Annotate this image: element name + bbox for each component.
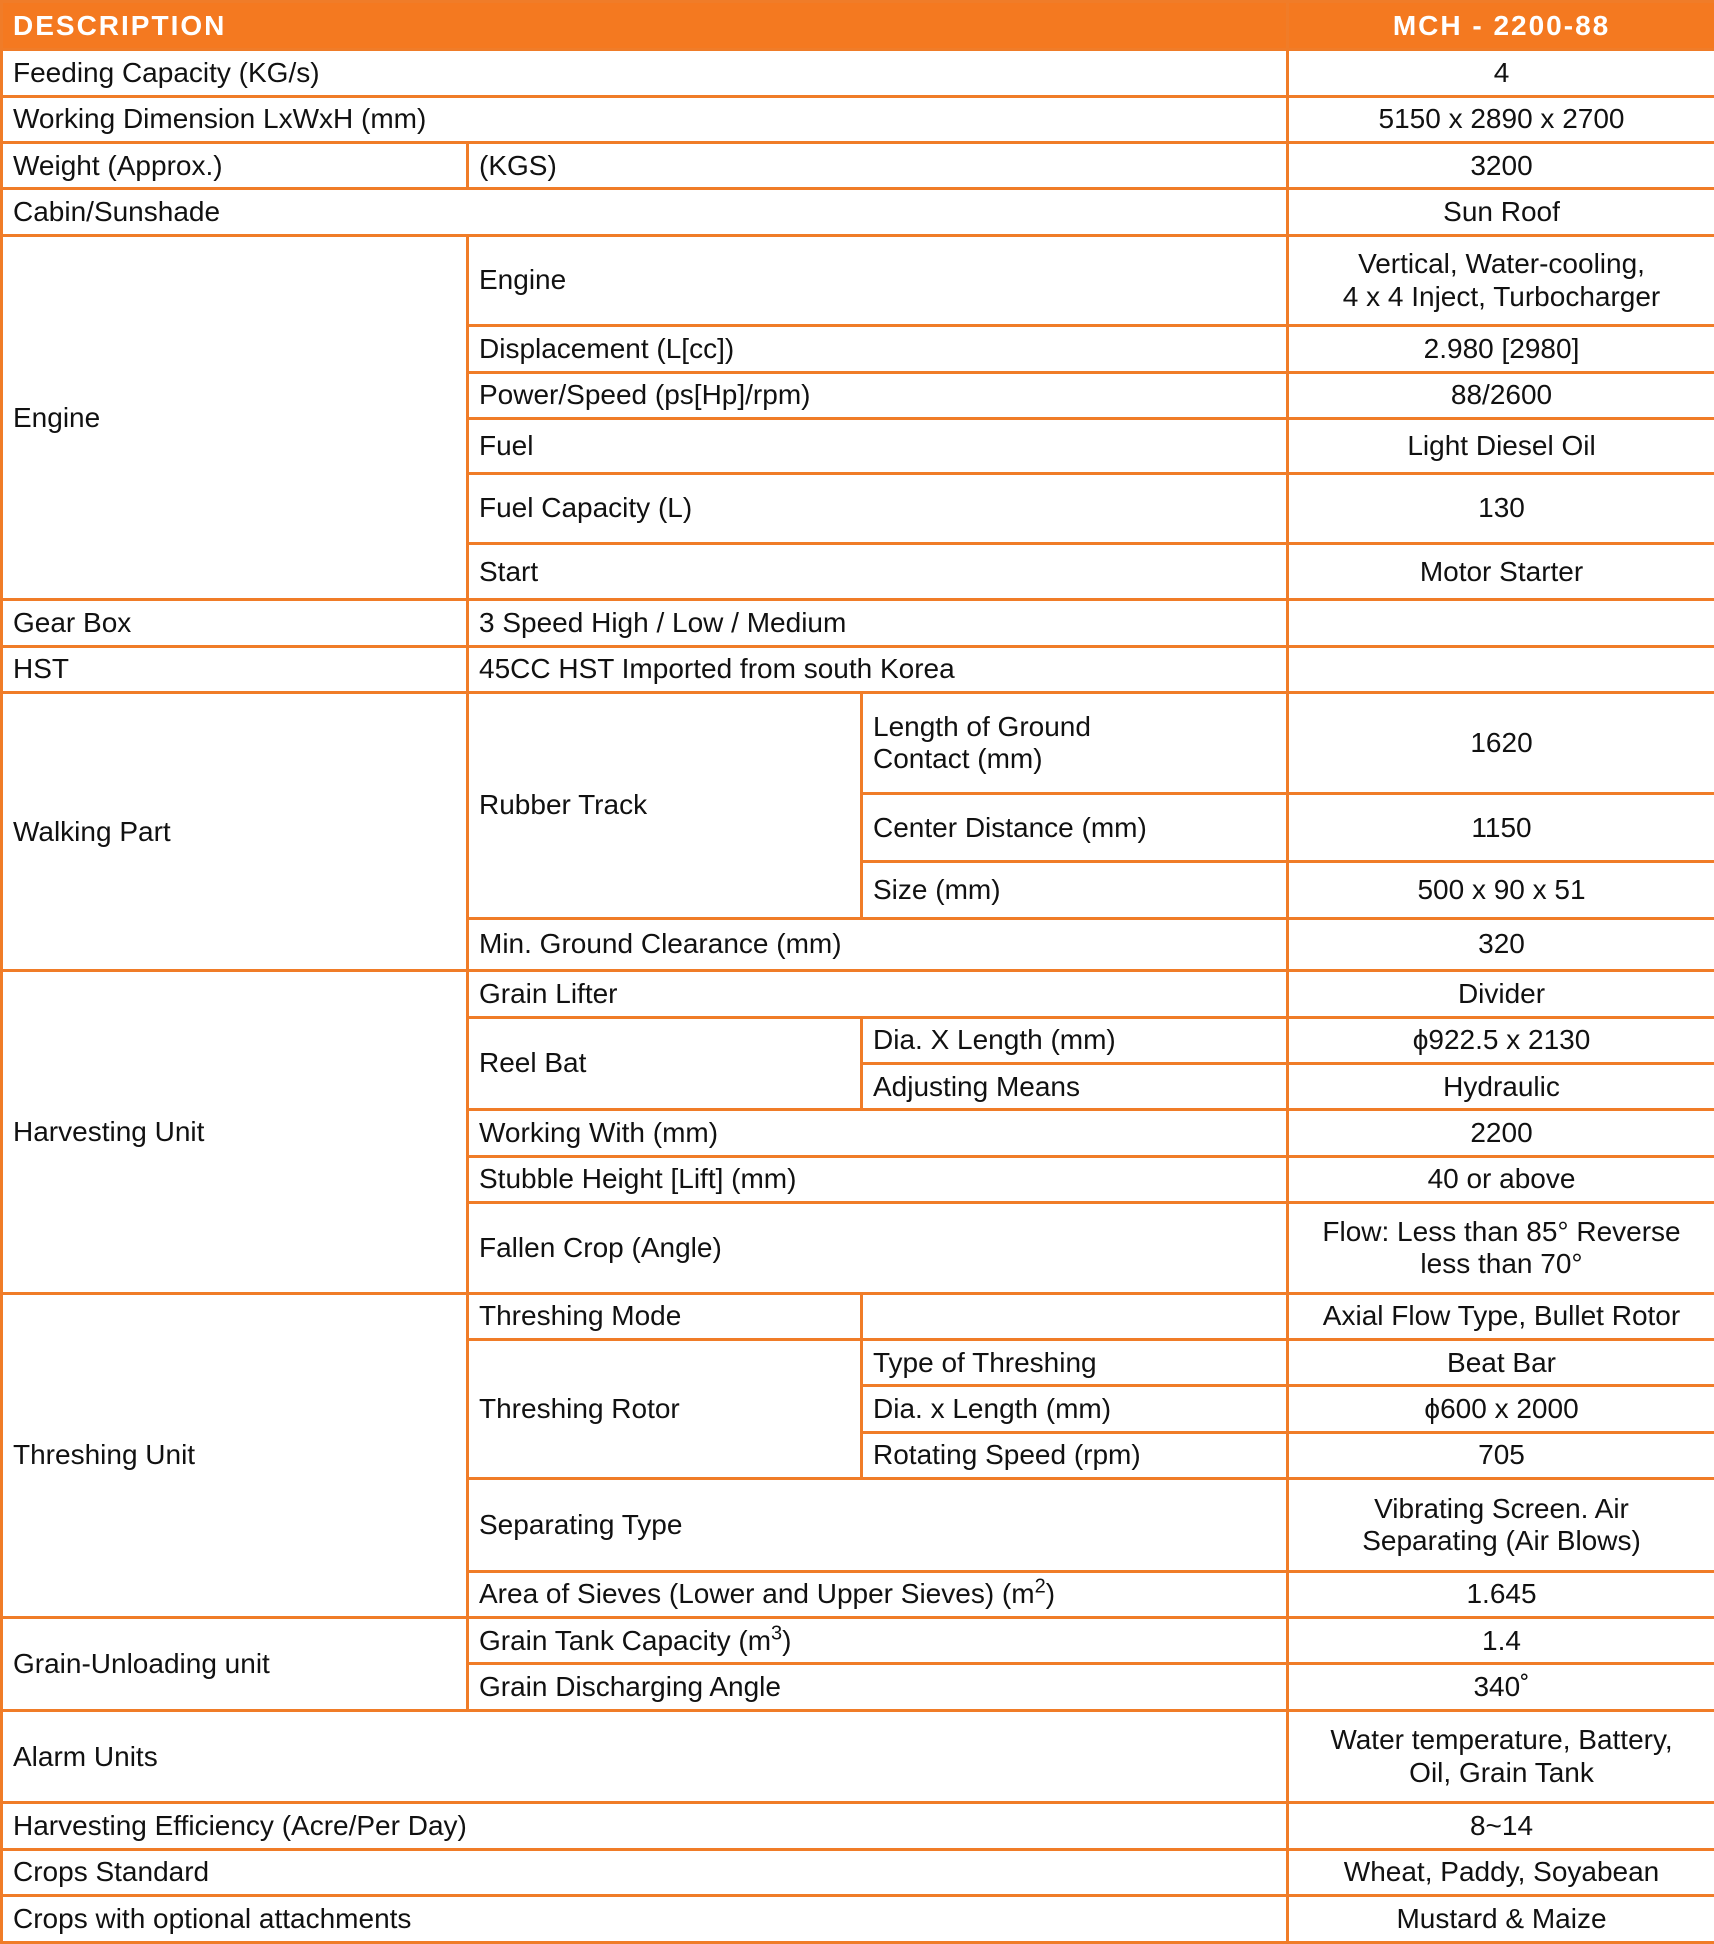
crops-optional-label: Crops with optional attachments (2, 1896, 1288, 1943)
rotor-dia-value: ϕ600 x 2000 (1288, 1386, 1714, 1432)
table-row (2, 189, 1714, 235)
ground-contact-label (862, 693, 1288, 794)
start-value: Motor Starter (1288, 544, 1714, 600)
engine-type-value (1288, 235, 1714, 326)
sieve-area-sup: 2 (1034, 1575, 1046, 1598)
sieve-area-text: Area of Sieves (Lower and Upper Sieves) (m (479, 1578, 1035, 1610)
table-row (2, 1896, 1714, 1943)
power-speed-value: 88/2600 (1288, 372, 1714, 418)
weight-unit: (KGS) (468, 143, 1288, 189)
discharging-angle-value: 340˚ (1288, 1664, 1714, 1710)
displacement-value: 2.980 [2980] (1288, 326, 1714, 372)
threshing-mode-value: Axial Flow Type, Bullet Rotor (1288, 1293, 1714, 1339)
reel-dia-value: ϕ922.5 x 2130 (1288, 1017, 1714, 1063)
ground-contact-label-line1: Length of Ground (873, 710, 1091, 742)
hst-empty (1288, 646, 1714, 692)
alarm-units-label: Alarm Units (2, 1710, 1288, 1803)
track-size-label: Size (mm) (862, 862, 1288, 918)
sieve-area-value: 1.645 (1288, 1571, 1714, 1617)
engine-type-value-line2: 4 x 4 Inject, Turbocharger (1342, 280, 1661, 312)
table-row (2, 971, 1714, 1017)
fuel-label: Fuel (468, 419, 1288, 473)
working-width-label: Working With (mm) (468, 1110, 1288, 1156)
table-row (2, 235, 1714, 326)
model-header: MCH - 2200-88 (1288, 2, 1714, 50)
separating-type-value (1288, 1479, 1714, 1572)
ground-contact-value: 1620 (1288, 693, 1714, 794)
feeding-capacity-label: Feeding Capacity (KG/s) (2, 50, 1288, 96)
ground-clearance-value: 320 (1288, 918, 1714, 970)
gearbox-empty (1288, 600, 1714, 646)
stubble-height-value: 40 or above (1288, 1156, 1714, 1202)
grain-tank-sup: 3 (771, 1622, 783, 1645)
table-row (2, 1618, 1714, 1664)
reel-dia-label: Dia. X Length (mm) (862, 1017, 1288, 1063)
working-dimension-label: Working Dimension LxWxH (mm) (2, 96, 1288, 142)
grain-lifter-value: Divider (1288, 971, 1714, 1017)
table-row (2, 1293, 1714, 1339)
grain-unloading-label: Grain-Unloading unit (2, 1618, 468, 1711)
crops-optional-value: Mustard & Maize (1288, 1896, 1714, 1943)
grain-tank-value: 1.4 (1288, 1618, 1714, 1664)
table-row (2, 50, 1714, 96)
track-size-value: 500 x 90 x 51 (1288, 862, 1714, 918)
alarm-units-value-line1: Water temperature, Battery, (1330, 1724, 1673, 1756)
description-header: DESCRIPTION (2, 2, 1288, 50)
sieve-area-label (468, 1571, 1288, 1617)
rotating-speed-label: Rotating Speed (rpm) (862, 1432, 1288, 1478)
separating-type-value-line2: Separating (Air Blows) (1362, 1524, 1641, 1556)
grain-lifter-label: Grain Lifter (468, 971, 1288, 1017)
separating-type-value-line1: Vibrating Screen. Air (1374, 1492, 1629, 1524)
table-row (2, 646, 1714, 692)
adjusting-means-label: Adjusting Means (862, 1063, 1288, 1109)
fallen-crop-value-line2: less than 70° (1420, 1247, 1583, 1279)
engine-type-value-line1: Vertical, Water-cooling, (1358, 248, 1645, 280)
fuel-value: Light Diesel Oil (1288, 419, 1714, 473)
start-label: Start (468, 544, 1288, 600)
fallen-crop-value (1288, 1202, 1714, 1293)
ground-contact-label-line2: Contact (mm) (873, 743, 1043, 775)
table-row (2, 96, 1714, 142)
fuel-capacity-label: Fuel Capacity (L) (468, 473, 1288, 544)
hst-label: HST (2, 646, 468, 692)
feeding-capacity-value: 4 (1288, 50, 1714, 96)
alarm-units-value-line2: Oil, Grain Tank (1409, 1756, 1594, 1788)
alarm-units-value (1288, 1710, 1714, 1803)
header-row (2, 2, 1714, 50)
threshing-type-label: Type of Threshing (862, 1340, 1288, 1386)
table-row (2, 143, 1714, 189)
grain-tank-label (468, 1618, 1288, 1664)
ground-clearance-label: Min. Ground Clearance (mm) (468, 918, 1288, 970)
fallen-crop-value-line1: Flow: Less than 85° Reverse (1322, 1215, 1681, 1247)
displacement-label: Displacement (L[cc]) (468, 326, 1288, 372)
threshing-unit-label: Threshing Unit (2, 1293, 468, 1617)
gearbox-label: Gear Box (2, 600, 468, 646)
power-speed-label: Power/Speed (ps[Hp]/rpm) (468, 372, 1288, 418)
adjusting-means-value: Hydraulic (1288, 1063, 1714, 1109)
working-dimension-value: 5150 x 2890 x 2700 (1288, 96, 1714, 142)
table-row (2, 1849, 1714, 1895)
cabin-value: Sun Roof (1288, 189, 1714, 235)
fuel-capacity-value: 130 (1288, 473, 1714, 544)
crops-standard-value: Wheat, Paddy, Soyabean (1288, 1849, 1714, 1895)
working-width-value: 2200 (1288, 1110, 1714, 1156)
sieve-area-close: ) (1045, 1578, 1056, 1610)
grain-tank-text: Grain Tank Capacity (m (479, 1624, 772, 1656)
separating-type-label: Separating Type (468, 1479, 1288, 1572)
threshing-mode-label: Threshing Mode (468, 1293, 862, 1339)
center-distance-value: 1150 (1288, 793, 1714, 862)
gearbox-value: 3 Speed High / Low / Medium (468, 600, 1288, 646)
walking-part-label: Walking Part (2, 693, 468, 971)
table-row (2, 1710, 1714, 1803)
threshing-mode-empty (862, 1293, 1288, 1339)
hst-value: 45CC HST Imported from south Korea (468, 646, 1288, 692)
center-distance-label: Center Distance (mm) (862, 793, 1288, 862)
cabin-label: Cabin/Sunshade (2, 189, 1288, 235)
fallen-crop-label: Fallen Crop (Angle) (468, 1202, 1288, 1293)
weight-label: Weight (Approx.) (2, 143, 468, 189)
rotor-dia-label: Dia. x Length (mm) (862, 1386, 1288, 1432)
rubber-track-label: Rubber Track (468, 693, 862, 919)
engine-group-label: Engine (2, 235, 468, 600)
reel-bat-label: Reel Bat (468, 1017, 862, 1110)
efficiency-label: Harvesting Efficiency (Acre/Per Day) (2, 1803, 1288, 1849)
efficiency-value: 8~14 (1288, 1803, 1714, 1849)
threshing-rotor-label: Threshing Rotor (468, 1340, 862, 1479)
harvesting-unit-label: Harvesting Unit (2, 971, 468, 1293)
weight-value: 3200 (1288, 143, 1714, 189)
table-row (2, 1803, 1714, 1849)
rotating-speed-value: 705 (1288, 1432, 1714, 1478)
threshing-type-value: Beat Bar (1288, 1340, 1714, 1386)
crops-standard-label: Crops Standard (2, 1849, 1288, 1895)
stubble-height-label: Stubble Height [Lift] (mm) (468, 1156, 1288, 1202)
grain-tank-close: ) (782, 1624, 792, 1656)
table-row (2, 600, 1714, 646)
discharging-angle-label: Grain Discharging Angle (468, 1664, 1288, 1710)
table-row (2, 693, 1714, 794)
engine-type-label: Engine (468, 235, 1288, 326)
